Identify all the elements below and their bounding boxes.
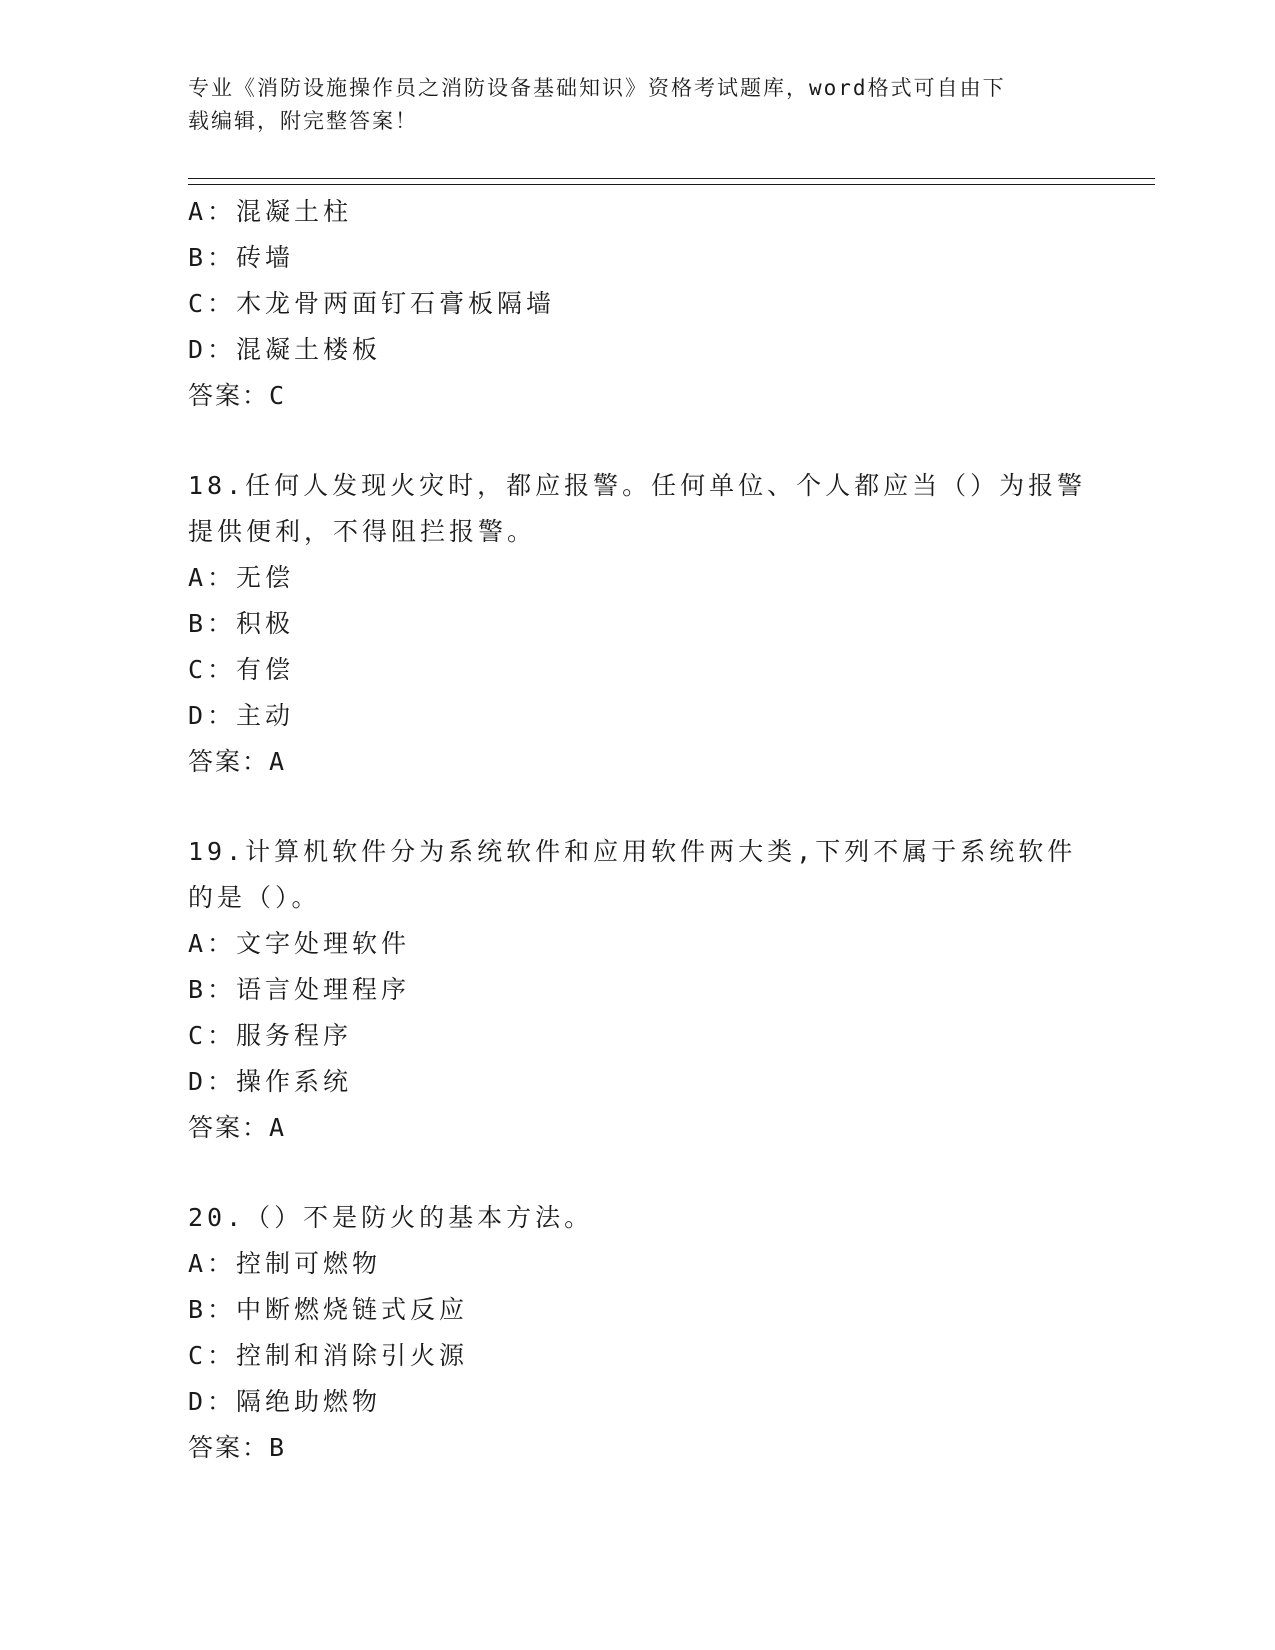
option-b: B：砖墙 bbox=[188, 243, 295, 272]
question-stem-line-2: 的是（）。 bbox=[188, 883, 321, 912]
option-b: B：中断燃烧链式反应 bbox=[188, 1295, 469, 1324]
header-line-1: 专业《消防设施操作员之消防设备基础知识》资格考试题库，word格式可自由下 bbox=[188, 76, 1006, 100]
answer-line: 答案：A bbox=[188, 747, 287, 776]
option-d: D：操作系统 bbox=[188, 1067, 353, 1096]
option-a: A：控制可燃物 bbox=[188, 1249, 382, 1278]
option-d: D：主动 bbox=[188, 701, 295, 730]
question-list bbox=[188, 189, 1088, 1471]
question-stem-line-1: 19.计算机软件分为系统软件和应用软件两大类,下列不属于系统软件 bbox=[188, 837, 1077, 866]
question-19 bbox=[188, 829, 1088, 1151]
header-divider-top bbox=[188, 178, 1155, 179]
question-stem-line-1: 20.（）不是防火的基本方法。 bbox=[188, 1203, 594, 1232]
option-c: C：服务程序 bbox=[188, 1021, 353, 1050]
option-a: A：无偿 bbox=[188, 563, 295, 592]
question-18 bbox=[188, 463, 1088, 785]
answer-line: 答案：A bbox=[188, 1113, 287, 1142]
question-20 bbox=[188, 1195, 1088, 1471]
question-spacer bbox=[188, 785, 1088, 829]
answer-line: 答案：B bbox=[188, 1433, 287, 1462]
option-c: C：有偿 bbox=[188, 655, 295, 684]
option-a: A：文字处理软件 bbox=[188, 929, 411, 958]
question-spacer bbox=[188, 419, 1088, 463]
question-stem-line-2: 提供便利，不得阻拦报警。 bbox=[188, 517, 537, 546]
question-spacer bbox=[188, 1151, 1088, 1195]
option-c: C：木龙骨两面钉石膏板隔墙 bbox=[188, 289, 556, 318]
option-b: B：语言处理程序 bbox=[188, 975, 411, 1004]
option-b: B：积极 bbox=[188, 609, 295, 638]
header-line-2: 载编辑，附完整答案！ bbox=[188, 109, 418, 133]
option-d: D：混凝土楼板 bbox=[188, 335, 382, 364]
option-a: A：混凝土柱 bbox=[188, 197, 353, 226]
answer-line: 答案：C bbox=[188, 381, 287, 410]
document-header bbox=[188, 72, 1068, 138]
option-c: C：控制和消除引火源 bbox=[188, 1341, 469, 1370]
question-stem-line-1: 18.任何人发现火灾时，都应报警。任何单位、个人都应当（）为报警 bbox=[188, 471, 1087, 500]
header-divider-bottom bbox=[188, 184, 1155, 185]
option-d: D：隔绝助燃物 bbox=[188, 1387, 382, 1416]
question-17 bbox=[188, 189, 1088, 419]
